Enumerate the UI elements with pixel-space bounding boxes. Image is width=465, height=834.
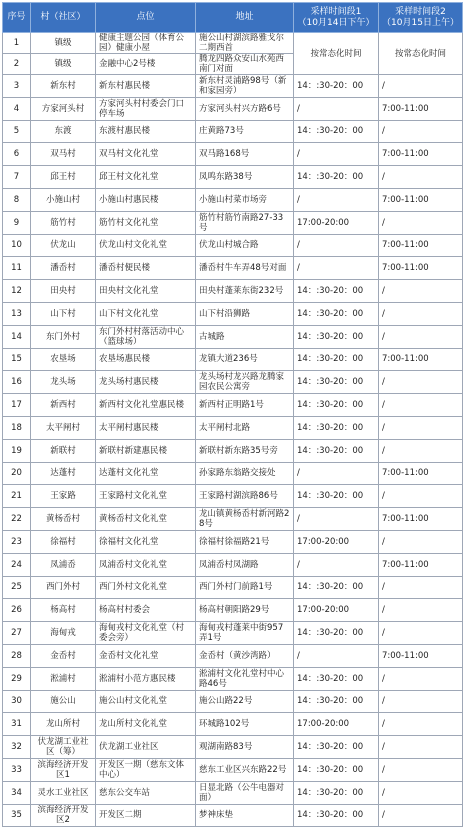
cell-point: 双马村文化礼堂: [96, 143, 196, 166]
cell-slot1: /: [294, 188, 379, 211]
cell-point: 伏龙山村文化礼堂: [96, 234, 196, 257]
cell-point: 王家路村文化礼堂: [96, 485, 196, 508]
cell-slot2: 7:00-11:00: [379, 348, 463, 371]
table-row: [3, 325, 463, 348]
cell-point: 金岙村文化礼堂: [96, 644, 196, 667]
cell-slot1: 14：:30-20：00: [294, 736, 379, 759]
cell-address: 潘岙村牛车弄48号对面: [196, 257, 294, 280]
cell-point: 东门外村村落活动中心（篮球场）: [96, 325, 196, 348]
cell-address: 施公山路22号: [196, 690, 294, 713]
cell-point: 田央村文化礼堂: [96, 280, 196, 303]
cell-slot2: /: [379, 804, 463, 827]
cell-point: 龙山所村文化礼堂: [96, 713, 196, 736]
cell-slot1: 14：:30-20：00: [294, 667, 379, 690]
cell-village: 田央村: [31, 280, 96, 303]
cell-slot1: /: [294, 97, 379, 120]
cell-village: 滨海经济开发区1: [31, 758, 96, 781]
cell-point: 新东村惠民楼: [96, 75, 196, 98]
cell-address: 凤鸣东路38号: [196, 166, 294, 189]
cell-address: 双马路168号: [196, 143, 294, 166]
cell-address: 庄黄路73号: [196, 120, 294, 143]
cell-address: 伏龙山村城合路: [196, 234, 294, 257]
cell-address: 筋竹村筋竹南路27-33号: [196, 211, 294, 234]
table-row: [3, 462, 463, 485]
cell-address: 金岙村（黄沙湾路）: [196, 644, 294, 667]
cell-address: 古城路: [196, 325, 294, 348]
cell-slot2: 7:00-11:00: [379, 97, 463, 120]
table-row: [3, 553, 463, 576]
cell-no: 1: [3, 33, 31, 54]
header-point-label: 点位: [136, 12, 155, 22]
cell-address: 小施山村菜市场旁: [196, 188, 294, 211]
header-slot2: [379, 3, 463, 33]
header-village: [31, 3, 96, 33]
cell-address: 孙家路东翁路交接处: [196, 462, 294, 485]
cell-point: 邱王村文化礼堂: [96, 166, 196, 189]
table-row: [3, 120, 463, 143]
cell-village: 淞浦村: [31, 667, 96, 690]
cell-point: 太平闸村惠民楼: [96, 416, 196, 439]
cell-slot1: 14：:30-20：00: [294, 371, 379, 394]
cell-no: 8: [3, 188, 31, 211]
table-row: [3, 280, 463, 303]
table-row: [3, 758, 463, 781]
cell-slot1: 14：:30-20：00: [294, 166, 379, 189]
cell-slot1: 14：:30-20：00: [294, 416, 379, 439]
cell-no: 20: [3, 462, 31, 485]
cell-slot1: 14：:30-20：00: [294, 622, 379, 645]
cell-slot2: /: [379, 758, 463, 781]
cell-slot2: /: [379, 211, 463, 234]
cell-slot2: /: [379, 576, 463, 599]
table-row: [3, 302, 463, 325]
table-row: [3, 33, 463, 54]
cell-no: 26: [3, 599, 31, 622]
cell-slot1: 17:00-20:00: [294, 530, 379, 553]
cell-slot2: /: [379, 302, 463, 325]
cell-slot1: 14：:30-20：00: [294, 576, 379, 599]
cell-point: 新联村新建惠民楼: [96, 439, 196, 462]
cell-slot2: /: [379, 599, 463, 622]
cell-point: 海甸戎村文化礼堂（村委会旁）: [96, 622, 196, 645]
cell-no: 12: [3, 280, 31, 303]
header-point: [96, 3, 196, 33]
cell-slot1: /: [294, 257, 379, 280]
cell-village: 邱王村: [31, 166, 96, 189]
cell-slot2: 按常态化时间: [379, 33, 463, 75]
cell-slot2: 7:00-11:00: [379, 644, 463, 667]
table-row: [3, 143, 463, 166]
header-no-label: 序号: [7, 12, 26, 22]
cell-point: 山下村文化礼堂: [96, 302, 196, 325]
table-row: [3, 599, 463, 622]
cell-slot1: 14：:30-20：00: [294, 439, 379, 462]
cell-address: 新西村正明路1号: [196, 394, 294, 417]
cell-village: 潘岙村: [31, 257, 96, 280]
cell-slot2: /: [379, 690, 463, 713]
cell-village: 伏龙山: [31, 234, 96, 257]
table-row: [3, 576, 463, 599]
cell-slot1: 14：:30-20：00: [294, 75, 379, 98]
table-row: [3, 234, 463, 257]
cell-address: 慈东工业区兴东路22号: [196, 758, 294, 781]
cell-village: 筋竹村: [31, 211, 96, 234]
cell-slot2: 7:00-11:00: [379, 257, 463, 280]
header-address: [196, 3, 294, 33]
cell-slot1: 14：:30-20：00: [294, 394, 379, 417]
cell-point: 开发区一期（慈东文体中心）: [96, 758, 196, 781]
cell-address: 环城路102号: [196, 713, 294, 736]
cell-no: 18: [3, 416, 31, 439]
cell-no: 4: [3, 97, 31, 120]
cell-slot1: 17:00-20:00: [294, 599, 379, 622]
table-row: [3, 781, 463, 804]
cell-village: 农垦场: [31, 348, 96, 371]
cell-slot1: /: [294, 143, 379, 166]
cell-point: 凤浦岙村文化礼堂: [96, 553, 196, 576]
cell-slot1: 14：:30-20：00: [294, 325, 379, 348]
table-row: [3, 188, 463, 211]
table-row: [3, 804, 463, 827]
cell-address: 施公山村湖滨路雅戈尔二期西首: [196, 33, 294, 54]
cell-address: 凤浦岙村凤湖路: [196, 553, 294, 576]
cell-address: 山下村沿狮路: [196, 302, 294, 325]
cell-slot2: /: [379, 622, 463, 645]
cell-village: 西门外村: [31, 576, 96, 599]
cell-village: 杨高村: [31, 599, 96, 622]
cell-no: 27: [3, 622, 31, 645]
cell-no: 23: [3, 530, 31, 553]
table-row: [3, 667, 463, 690]
cell-no: 32: [3, 736, 31, 759]
table-row: [3, 622, 463, 645]
cell-slot2: /: [379, 530, 463, 553]
cell-point: 方家河头村村委会门口停车场: [96, 97, 196, 120]
cell-village: 伏龙湖工业社区（筹）: [31, 736, 96, 759]
cell-village: 镇级: [31, 33, 96, 54]
table-row: [3, 211, 463, 234]
table-row: [3, 439, 463, 462]
cell-point: 健康主题公园（体育公园）健康小屋: [96, 33, 196, 54]
cell-address: 龙山镇黄杨岙村新河路28号: [196, 508, 294, 531]
sampling-sites-table: [2, 2, 463, 827]
cell-address: 方家河头村兴方路6号: [196, 97, 294, 120]
cell-slot2: 7:00-11:00: [379, 188, 463, 211]
cell-slot1: 14：:30-20：00: [294, 485, 379, 508]
cell-village: 凤浦岙: [31, 553, 96, 576]
table-row: [3, 416, 463, 439]
cell-village: 东渡: [31, 120, 96, 143]
cell-slot2: /: [379, 439, 463, 462]
table-row: [3, 394, 463, 417]
cell-slot2: /: [379, 736, 463, 759]
cell-no: 16: [3, 371, 31, 394]
cell-point: 西门外村文化礼堂: [96, 576, 196, 599]
cell-no: 22: [3, 508, 31, 531]
cell-slot2: 7:00-11:00: [379, 553, 463, 576]
cell-village: 施公山: [31, 690, 96, 713]
cell-address: 龙头场村龙兴路龙腾家园农民公寓旁: [196, 371, 294, 394]
table-row: [3, 690, 463, 713]
cell-point: 龙头场村惠民楼: [96, 371, 196, 394]
cell-slot2: /: [379, 166, 463, 189]
cell-slot1: 14：:30-20：00: [294, 690, 379, 713]
table-header: [3, 3, 463, 33]
table-row: [3, 257, 463, 280]
cell-point: 施公山村文化礼堂: [96, 690, 196, 713]
cell-point: 杨高村村委会: [96, 599, 196, 622]
cell-slot1: /: [294, 462, 379, 485]
cell-no: 15: [3, 348, 31, 371]
cell-village: 灵水工业社区: [31, 781, 96, 804]
cell-village: 山下村: [31, 302, 96, 325]
header-no: [3, 3, 31, 33]
cell-village: 海甸戎: [31, 622, 96, 645]
cell-village: 达蓬村: [31, 462, 96, 485]
cell-village: 龙头场: [31, 371, 96, 394]
header-slot1-title: 采样时间段1: [310, 6, 362, 17]
header-slot2-title: 采样时间段2: [395, 6, 446, 17]
cell-slot1: 14：:30-20：00: [294, 302, 379, 325]
cell-no: 30: [3, 690, 31, 713]
cell-village: 新联村: [31, 439, 96, 462]
cell-address: 田央村蓬莱东街232号: [196, 280, 294, 303]
cell-address: 淞浦村文化礼堂村中心路46号: [196, 667, 294, 690]
cell-village: 方家河头村: [31, 97, 96, 120]
table-row: [3, 713, 463, 736]
cell-address: 杨高村朝阳路29号: [196, 599, 294, 622]
header-row: [3, 3, 463, 33]
table-row: [3, 348, 463, 371]
table-row: [3, 166, 463, 189]
cell-slot1: 14：:30-20：00: [294, 120, 379, 143]
cell-slot2: /: [379, 325, 463, 348]
cell-point: 农垦场惠民楼: [96, 348, 196, 371]
cell-slot1: /: [294, 644, 379, 667]
cell-point: 金融中心2号楼: [96, 54, 196, 75]
cell-slot1: 17:00-20:00: [294, 211, 379, 234]
header-address-label: 地址: [235, 12, 254, 22]
cell-slot2: /: [379, 713, 463, 736]
cell-address: 梦神床垫: [196, 804, 294, 827]
cell-village: 双马村: [31, 143, 96, 166]
cell-address: 海甸戎村蓬莱中街957弄1号: [196, 622, 294, 645]
cell-slot2: /: [379, 75, 463, 98]
header-slot2-date: （10月15日上午）: [382, 17, 459, 28]
cell-no: 11: [3, 257, 31, 280]
cell-slot1: 14：:30-20：00: [294, 280, 379, 303]
cell-slot2: /: [379, 371, 463, 394]
cell-address: 新联村新东路35号旁: [196, 439, 294, 462]
cell-slot2: /: [379, 416, 463, 439]
cell-slot1: /: [294, 508, 379, 531]
cell-village: 新西村: [31, 394, 96, 417]
cell-slot2: /: [379, 781, 463, 804]
cell-village: 徐福村: [31, 530, 96, 553]
table-row: [3, 97, 463, 120]
cell-address: 西门外村门前路1号: [196, 576, 294, 599]
cell-point: 伏龙湖工业社区: [96, 736, 196, 759]
cell-slot1: 17:00-20:00: [294, 713, 379, 736]
cell-slot1: 14：:30-20：00: [294, 804, 379, 827]
cell-slot2: 7:00-11:00: [379, 508, 463, 531]
cell-no: 21: [3, 485, 31, 508]
cell-village: 新东村: [31, 75, 96, 98]
table-row: [3, 508, 463, 531]
cell-point: 淞浦村小范方惠民楼: [96, 667, 196, 690]
cell-slot1: 按常态化时间: [294, 33, 379, 75]
cell-address: 王家路村湖滨路86号: [196, 485, 294, 508]
cell-village: 滨海经济开发区2: [31, 804, 96, 827]
cell-no: 35: [3, 804, 31, 827]
cell-point: 黄杨岙村文化礼堂: [96, 508, 196, 531]
cell-village: 金岙村: [31, 644, 96, 667]
cell-no: 28: [3, 644, 31, 667]
cell-no: 33: [3, 758, 31, 781]
cell-no: 2: [3, 54, 31, 75]
table-row: [3, 644, 463, 667]
cell-village: 王家路: [31, 485, 96, 508]
cell-address: 新东村灵浦路98号（新和家园旁）: [196, 75, 294, 98]
table-body: [3, 33, 463, 827]
cell-no: 14: [3, 325, 31, 348]
cell-no: 7: [3, 166, 31, 189]
cell-slot2: /: [379, 667, 463, 690]
cell-no: 19: [3, 439, 31, 462]
cell-point: 小施山村惠民楼: [96, 188, 196, 211]
cell-point: 东渡村惠民楼: [96, 120, 196, 143]
cell-village: 太平闸村: [31, 416, 96, 439]
cell-village: 东门外村: [31, 325, 96, 348]
cell-point: 筋竹村文化礼堂: [96, 211, 196, 234]
cell-slot2: 7:00-11:00: [379, 234, 463, 257]
cell-slot2: 7:00-11:00: [379, 462, 463, 485]
cell-no: 25: [3, 576, 31, 599]
cell-no: 24: [3, 553, 31, 576]
table-row: [3, 371, 463, 394]
cell-point: 达蓬村文化礼堂: [96, 462, 196, 485]
header-village-label: 村（社区）: [40, 12, 86, 22]
cell-address: 观湖南路83号: [196, 736, 294, 759]
cell-slot1: /: [294, 234, 379, 257]
cell-slot2: /: [379, 485, 463, 508]
cell-no: 34: [3, 781, 31, 804]
cell-slot2: /: [379, 394, 463, 417]
cell-no: 3: [3, 75, 31, 98]
header-slot1: [294, 3, 379, 33]
cell-no: 6: [3, 143, 31, 166]
cell-slot2: /: [379, 120, 463, 143]
cell-point: 慈东公交车站: [96, 781, 196, 804]
table-row: [3, 736, 463, 759]
cell-no: 31: [3, 713, 31, 736]
cell-address: 徐福村徐福路21号: [196, 530, 294, 553]
cell-address: 日显北路（公牛电器对面）: [196, 781, 294, 804]
cell-no: 29: [3, 667, 31, 690]
cell-slot1: 14：:30-20：00: [294, 758, 379, 781]
cell-slot1: /: [294, 553, 379, 576]
cell-village: 黄杨岙村: [31, 508, 96, 531]
table-row: [3, 530, 463, 553]
cell-slot1: 14：:30-20：00: [294, 348, 379, 371]
table-row: [3, 75, 463, 98]
cell-point: 新西村文化礼堂惠民楼: [96, 394, 196, 417]
cell-no: 17: [3, 394, 31, 417]
cell-address: 龙镇大道236号: [196, 348, 294, 371]
cell-address: 腾龙四路众安山水苑西南门对面: [196, 54, 294, 75]
cell-no: 10: [3, 234, 31, 257]
cell-slot2: /: [379, 280, 463, 303]
cell-point: 徐福村文化礼堂: [96, 530, 196, 553]
cell-village: 镇级: [31, 54, 96, 75]
cell-village: 龙山所村: [31, 713, 96, 736]
cell-slot1: 14：:30-20：00: [294, 781, 379, 804]
header-slot1-date: （10月14日下午）: [297, 17, 375, 28]
cell-no: 5: [3, 120, 31, 143]
cell-no: 9: [3, 211, 31, 234]
table-row: [3, 485, 463, 508]
cell-slot2: 7:00-11:00: [379, 143, 463, 166]
cell-address: 太平闸村北路: [196, 416, 294, 439]
cell-point: 开发区二期: [96, 804, 196, 827]
cell-village: 小施山村: [31, 188, 96, 211]
cell-point: 潘岙村便民楼: [96, 257, 196, 280]
cell-no: 13: [3, 302, 31, 325]
